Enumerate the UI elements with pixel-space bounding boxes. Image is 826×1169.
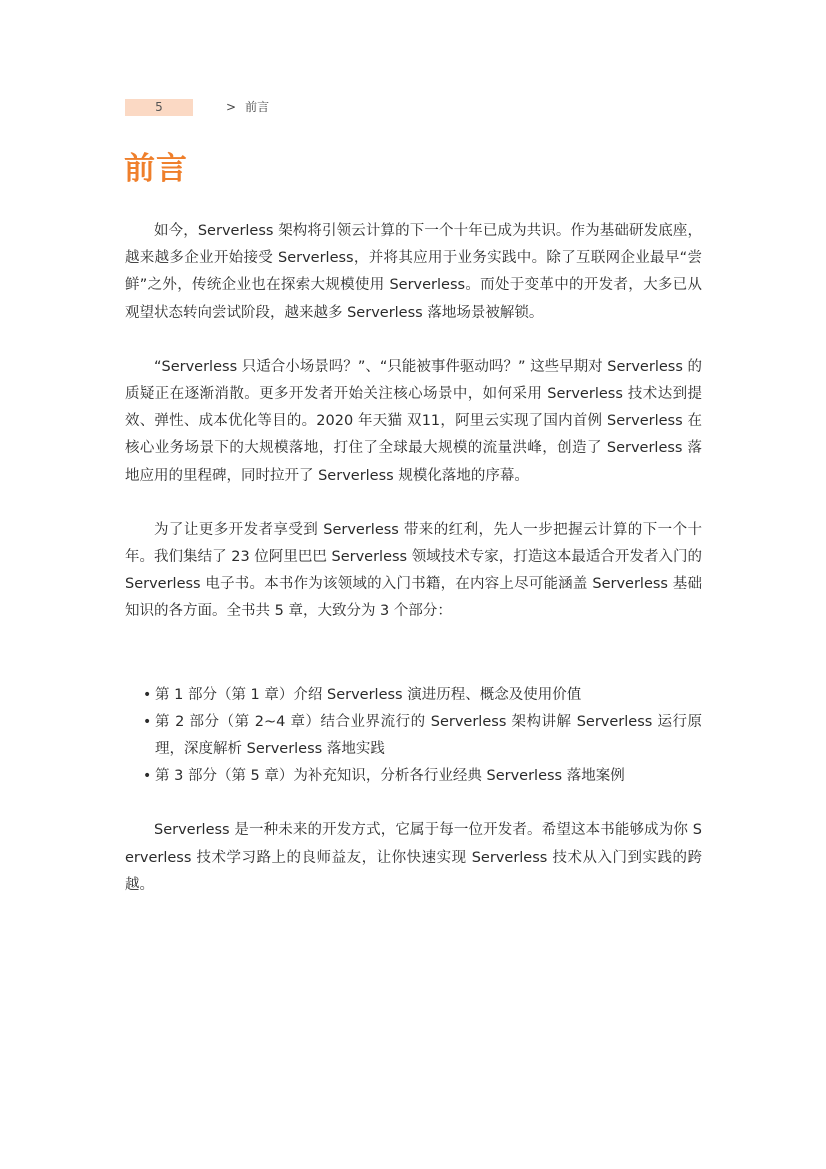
bullet-icon: • — [143, 686, 152, 703]
book-parts-list — [125, 682, 702, 791]
paragraph-closing: Serverless 是一种未来的开发方式，它属于每一位开发者。希望这本书能够成为你 Serverless 技术学习路上的良师益友，让你快速实现 Serverless 技术从入门到实践的跨越。 — [125, 822, 702, 893]
list-item-text: 第 2 部分（第 2~4 章）结合业界流行的 Serverless 架构讲解 Serverless 运行原理，深度解析 Serverless 落地实践 — [155, 713, 702, 758]
body-content — [125, 218, 702, 899]
list-item — [125, 763, 702, 790]
bullet-icon: • — [143, 768, 152, 785]
list-item-text: 第 1 部分（第 1 章）介绍 Serverless 演进历程、概念及使用价值 — [155, 686, 582, 703]
paragraph-intro: 如今，Serverless 架构将引领云计算的下一个十年已成为共识。作为基础研发底座，越来越多企业开始接受 Serverless，并将其应用于业务实践中。除了互联网企业最早“尝鲜”之外，传统企业也在探索大规模使用 Serverless。而处于变革中的开发者，大多已从观望状态转向尝试阶段，越来越多 Serverless 落地场景被解锁。 — [125, 223, 702, 321]
paragraph-doubts: “Serverless 只适合小场景吗？”、“只能被事件驱动吗？” 这些早期对 Serverless 的质疑正在逐渐消散。更多开发者开始关注核心场景中，如何采用 Serverless 技术达到提效、弹性、成本优化等目的。2020 年天猫 双11，阿里云实现了国内首例 Serverless 在核心业务场景下的大规模落地，打住了全球最大规模的流量洪峰，创造了 Serverless 落地应用的里程碑，同时拉开了 Serverless 规模化落地的序幕。 — [125, 358, 702, 484]
list-item — [125, 682, 702, 709]
breadcrumb — [226, 99, 269, 116]
page-title: 前言 — [124, 151, 188, 187]
page-number: 5 — [155, 100, 163, 114]
bullet-icon: • — [143, 713, 152, 730]
page-number-tab — [125, 99, 193, 116]
breadcrumb-separator: > — [226, 100, 237, 114]
paragraph-book-overview: 为了让更多开发者享受到 Serverless 带来的红利，先人一步把握云计算的下一个十年。我们集结了 23 位阿里巴巴 Serverless 领域技术专家，打造这本最适合开发者入门的 Serverless 电子书。本书作为该领域的入门书籍，在内容上尽可能涵盖 Serverless 基础知识的各方面。全书共 5 章，大致分为 3 个部分： — [125, 521, 702, 620]
breadcrumb-section[interactable]: 前言 — [245, 100, 270, 114]
list-item — [125, 709, 702, 763]
list-item-text: 第 3 部分（第 5 章）为补充知识，分析各行业经典 Serverless 落地案例 — [155, 768, 625, 785]
